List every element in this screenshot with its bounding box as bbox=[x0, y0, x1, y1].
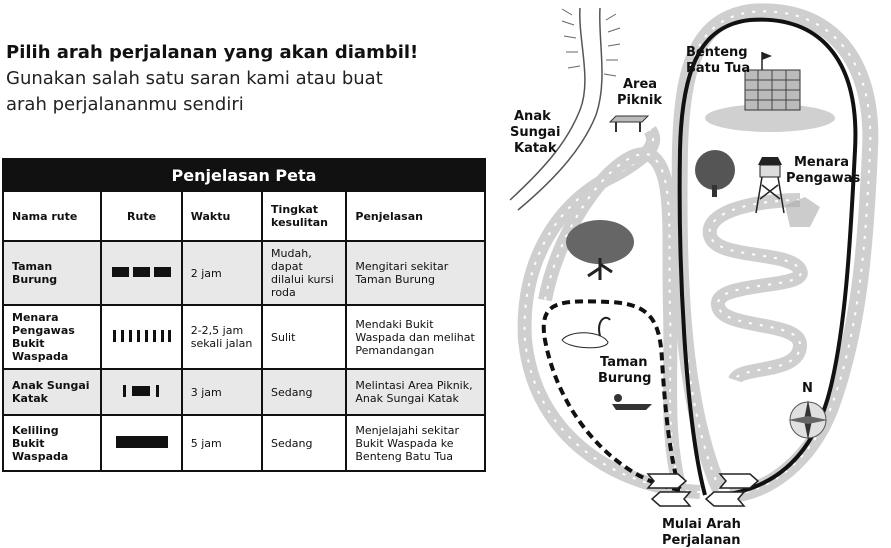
route-time: 2 jam bbox=[182, 241, 262, 305]
route-name: Keliling Bukit Waspada bbox=[3, 415, 101, 471]
route-name: Taman Burung bbox=[3, 241, 101, 305]
solid-line-icon bbox=[115, 435, 169, 449]
route-name: Menara Pengawas Bukit Waspada bbox=[3, 305, 101, 369]
label-start: Perjalanan bbox=[662, 533, 741, 548]
column-header: Rute bbox=[101, 191, 181, 241]
label-anak-sungai-katak: Sungai bbox=[510, 125, 561, 140]
label-area-piknik: Piknik bbox=[617, 93, 662, 108]
label-benteng: Batu Tua bbox=[686, 61, 751, 76]
route-time: 5 jam bbox=[182, 415, 262, 471]
intro-heading: Pilih arah perjalanan yang akan diambil! bbox=[6, 42, 419, 63]
column-header: Nama rute bbox=[3, 191, 101, 241]
label-taman-burung: Burung bbox=[598, 371, 652, 386]
legend-table bbox=[2, 158, 486, 472]
route-difficulty: Sulit bbox=[262, 305, 346, 369]
dashed-line-icon bbox=[112, 265, 172, 279]
route-time: 2-2,5 jam sekali jalan bbox=[182, 305, 262, 369]
route-difficulty: Sedang bbox=[262, 369, 346, 415]
route-symbol-dash-dot bbox=[101, 369, 181, 415]
route-description: Menjelajahi sekitar Bukit Waspada ke Benteng Batu Tua bbox=[346, 415, 485, 471]
label-taman-burung: Taman bbox=[600, 355, 648, 370]
route-symbol-solid bbox=[101, 415, 181, 471]
route-symbol-dashed bbox=[101, 241, 181, 305]
label-anak-sungai-katak: Anak bbox=[514, 109, 551, 124]
duck-icon bbox=[612, 394, 652, 410]
label-menara-pengawas: Menara bbox=[794, 155, 849, 170]
label-north: N bbox=[802, 381, 813, 396]
route-difficulty: Sedang bbox=[262, 415, 346, 471]
tree-icon bbox=[695, 150, 735, 197]
table-row bbox=[3, 305, 485, 369]
route-menara-pengawas bbox=[710, 200, 801, 380]
route-time: 3 jam bbox=[182, 369, 262, 415]
table-row bbox=[3, 369, 485, 415]
table-row bbox=[3, 415, 485, 471]
route-name: Anak Sungai Katak bbox=[3, 369, 101, 415]
table-row bbox=[3, 241, 485, 305]
tree-icon bbox=[566, 220, 634, 280]
intro-body-line-2: arah perjalananmu sendiri bbox=[6, 94, 244, 115]
route-difficulty: Mudah, dapat dilalui kursi roda bbox=[262, 241, 346, 305]
route-description: Melintasi Area Piknik, Anak Sungai Katak bbox=[346, 369, 485, 415]
dash-dot-line-icon bbox=[122, 384, 162, 398]
route-description: Mendaki Bukit Waspada dan melihat Pemandangan bbox=[346, 305, 485, 369]
column-header: Waktu bbox=[182, 191, 262, 241]
route-description: Mengitari sekitar Taman Burung bbox=[346, 241, 485, 305]
label-benteng: Benteng bbox=[686, 45, 748, 60]
dotted-line-icon bbox=[112, 329, 172, 343]
intro bbox=[6, 40, 426, 118]
label-area-piknik: Area bbox=[623, 77, 658, 92]
intro-body-line-1: Gunakan salah satu saran kami atau buat bbox=[6, 68, 383, 89]
label-menara-pengawas: Pengawas bbox=[786, 171, 861, 186]
picnic-table-icon bbox=[610, 116, 648, 132]
route-symbol-dotted bbox=[101, 305, 181, 369]
label-start: Mulai Arah bbox=[662, 517, 741, 532]
trail-map bbox=[500, 0, 891, 548]
column-header: Tingkat kesulitan bbox=[262, 191, 346, 241]
legend-title: Penjelasan Peta bbox=[3, 159, 485, 191]
column-header: Penjelasan bbox=[346, 191, 485, 241]
label-anak-sungai-katak: Katak bbox=[514, 141, 557, 156]
swan-icon bbox=[562, 318, 610, 348]
